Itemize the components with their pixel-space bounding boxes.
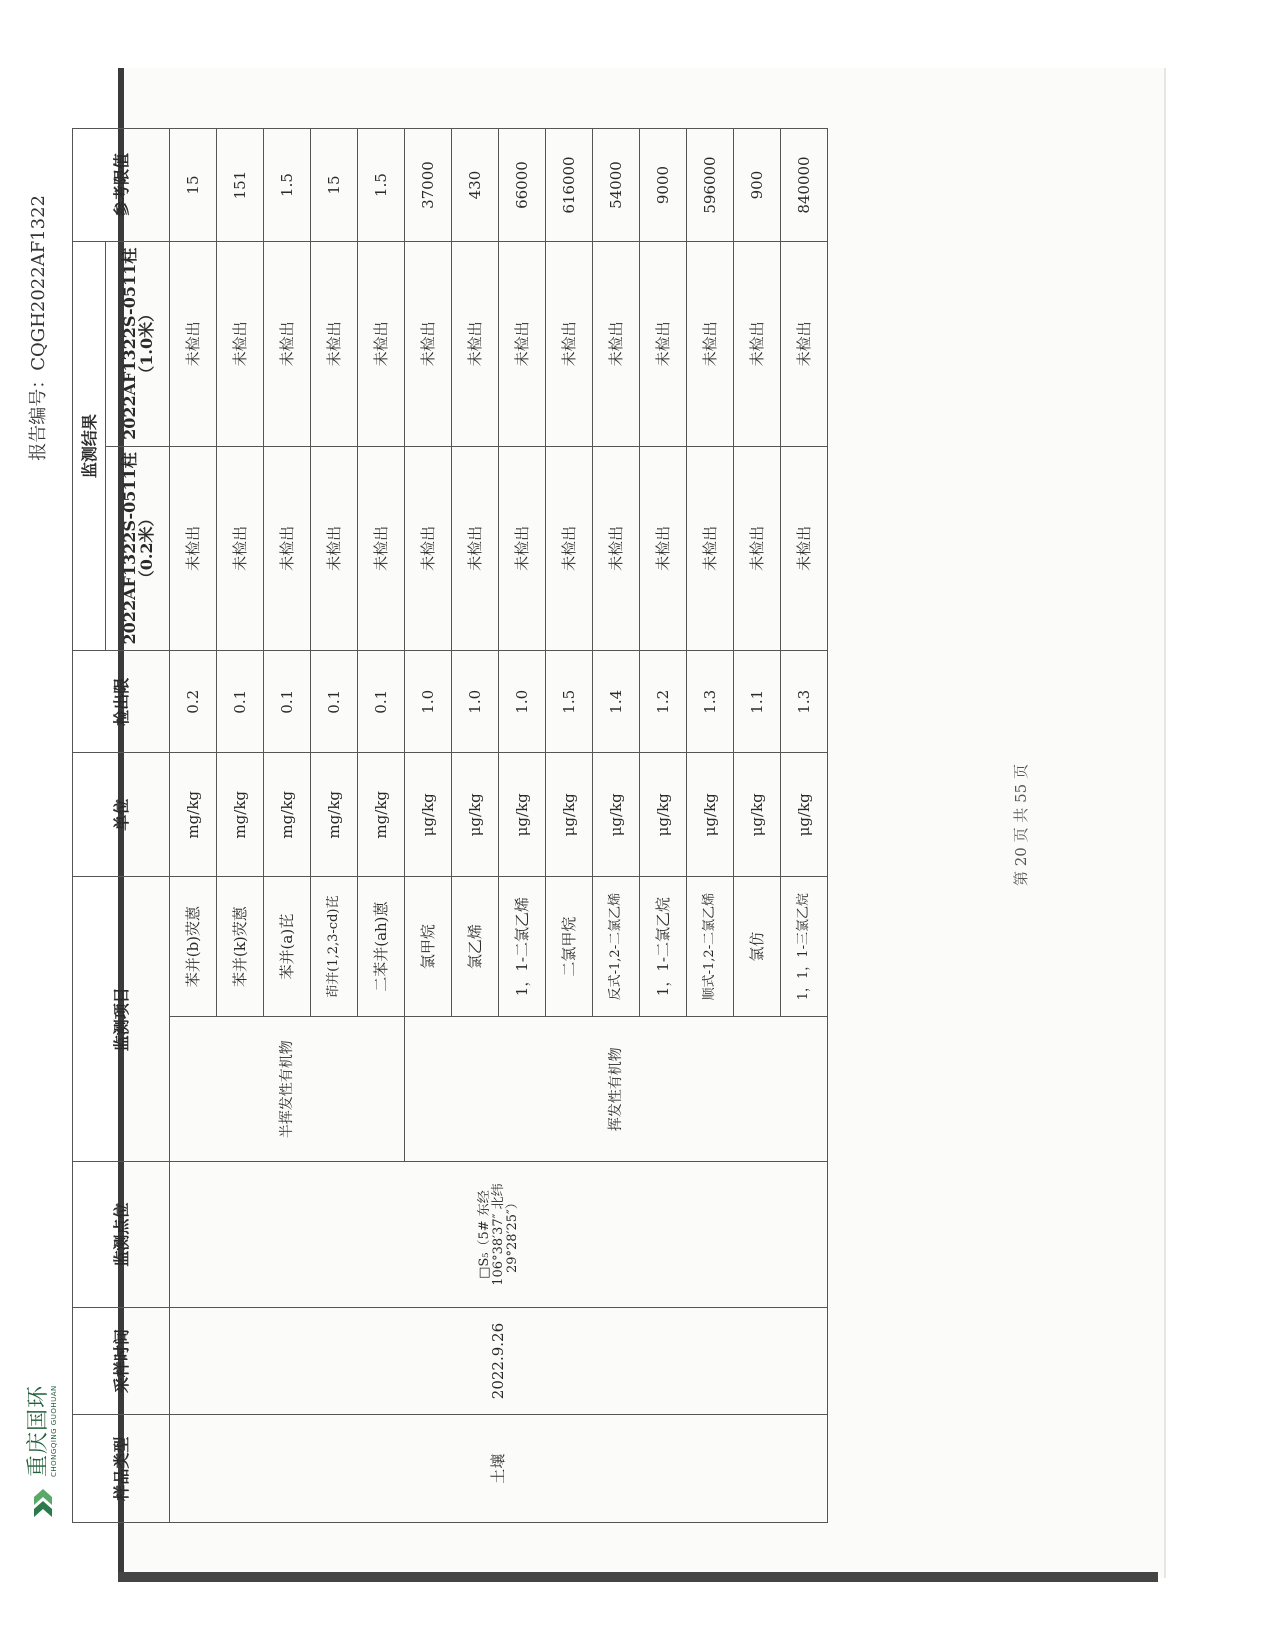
reference-limit-cell: 66000 bbox=[499, 129, 546, 242]
header-sample-type: 样品类型 bbox=[73, 1415, 170, 1523]
unit-cell: μg/kg bbox=[546, 753, 593, 877]
monitoring-point-cell: □S₅（5# 东经 106°38′37″ 北纬 29°28′25″） bbox=[170, 1162, 828, 1307]
report-number: 报告编号：CQGH2022AF1322 bbox=[28, 195, 49, 461]
detection-limit-cell: 1.5 bbox=[546, 651, 593, 753]
monitoring-item-cell: 氯仿 bbox=[734, 877, 781, 1017]
result-cell-2: 未检出 bbox=[687, 242, 734, 447]
detection-limit-cell: 1.3 bbox=[781, 651, 828, 753]
result-cell-2: 未检出 bbox=[217, 242, 264, 447]
unit-cell: μg/kg bbox=[593, 753, 640, 877]
logo-text-cn: 重庆国环 bbox=[26, 1384, 51, 1477]
reference-limit-cell: 15 bbox=[311, 129, 358, 242]
unit-cell: μg/kg bbox=[640, 753, 687, 877]
detection-limit-cell: 1.3 bbox=[687, 651, 734, 753]
unit-cell: mg/kg bbox=[358, 753, 405, 877]
unit-cell: μg/kg bbox=[734, 753, 781, 877]
category-voc-cell: 挥发性有机物 bbox=[405, 1017, 828, 1162]
detection-limit-cell: 0.1 bbox=[358, 651, 405, 753]
unit-cell: μg/kg bbox=[781, 753, 828, 877]
unit-cell: mg/kg bbox=[170, 753, 217, 877]
detection-limit-cell: 0.1 bbox=[217, 651, 264, 753]
rotated-report-page bbox=[0, 75, 1040, 1575]
monitoring-item-cell: 反式-1,2-二氯乙烯 bbox=[593, 877, 640, 1017]
monitoring-results-table bbox=[72, 128, 828, 1523]
detection-limit-cell: 1.4 bbox=[593, 651, 640, 753]
monitoring-item-cell: 苯并(a)芘 bbox=[264, 877, 311, 1017]
result-cell-1: 未检出 bbox=[499, 446, 546, 651]
reference-limit-cell: 9000 bbox=[640, 129, 687, 242]
monitoring-item-cell: 氯甲烷 bbox=[405, 877, 452, 1017]
detection-limit-cell: 0.2 bbox=[170, 651, 217, 753]
result-cell-1: 未检出 bbox=[452, 446, 499, 651]
detection-limit-cell: 1.0 bbox=[499, 651, 546, 753]
reference-limit-cell: 596000 bbox=[687, 129, 734, 242]
monitoring-item-cell: 1，1，1-三氯乙烷 bbox=[781, 877, 828, 1017]
monitoring-item-cell: 1，1-二氯乙烷 bbox=[640, 877, 687, 1017]
result-cell-2: 未检出 bbox=[452, 242, 499, 447]
detection-limit-cell: 1.2 bbox=[640, 651, 687, 753]
result-cell-2: 未检出 bbox=[499, 242, 546, 447]
reference-limit-cell: 1.5 bbox=[264, 129, 311, 242]
header-result-col-2: 2022AF1322S-0511柱（1.0米） bbox=[106, 242, 170, 447]
logo-text-en: CHONGQING GUOHUAN bbox=[50, 1385, 58, 1477]
unit-cell: μg/kg bbox=[687, 753, 734, 877]
reference-limit-cell: 840000 bbox=[781, 129, 828, 242]
result-cell-2: 未检出 bbox=[358, 242, 405, 447]
result-cell-2: 未检出 bbox=[170, 242, 217, 447]
header-unit: 单位 bbox=[73, 753, 170, 877]
result-cell-2: 未检出 bbox=[546, 242, 593, 447]
monitoring-item-cell: 1，1-二氯乙烯 bbox=[499, 877, 546, 1017]
monitoring-item-cell: 茚并(1,2,3-cd)芘 bbox=[311, 877, 358, 1017]
reference-limit-cell: 15 bbox=[170, 129, 217, 242]
detection-limit-cell: 0.1 bbox=[311, 651, 358, 753]
result-cell-2: 未检出 bbox=[781, 242, 828, 447]
header-detection-limit: 检出限 bbox=[73, 651, 170, 753]
reference-limit-cell: 1.5 bbox=[358, 129, 405, 242]
header-result-col-1: 2022AF1322S-0511柱（0.2米） bbox=[106, 446, 170, 651]
detection-limit-cell: 1.0 bbox=[452, 651, 499, 753]
header-sampling-time: 采样时间 bbox=[73, 1307, 170, 1415]
reference-limit-cell: 900 bbox=[734, 129, 781, 242]
result-cell-1: 未检出 bbox=[546, 446, 593, 651]
monitoring-item-cell: 二苯并(ah)蒽 bbox=[358, 877, 405, 1017]
result-cell-1: 未检出 bbox=[358, 446, 405, 651]
reference-limit-cell: 54000 bbox=[593, 129, 640, 242]
detection-limit-cell: 0.1 bbox=[264, 651, 311, 753]
unit-cell: mg/kg bbox=[311, 753, 358, 877]
unit-cell: μg/kg bbox=[452, 753, 499, 877]
result-cell-1: 未检出 bbox=[217, 446, 264, 651]
monitoring-item-cell: 苯并(b)荧蒽 bbox=[170, 877, 217, 1017]
page-number: 第 20 页 共 55 页 bbox=[1012, 764, 1030, 887]
sampling-time-cell: 2022.9.26 bbox=[170, 1307, 828, 1415]
result-cell-2: 未检出 bbox=[405, 242, 452, 447]
monitoring-item-cell: 二氯甲烷 bbox=[546, 877, 593, 1017]
reference-limit-cell: 37000 bbox=[405, 129, 452, 242]
monitoring-item-cell: 苯并(k)荧蒽 bbox=[217, 877, 264, 1017]
detection-limit-cell: 1.1 bbox=[734, 651, 781, 753]
header-results: 监测结果 bbox=[73, 242, 106, 651]
header-reference-limit: 参考限值 bbox=[73, 129, 170, 242]
unit-cell: μg/kg bbox=[499, 753, 546, 877]
header-monitoring-point: 监测点位 bbox=[73, 1162, 170, 1307]
result-cell-1: 未检出 bbox=[593, 446, 640, 651]
result-cell-1: 未检出 bbox=[687, 446, 734, 651]
result-cell-1: 未检出 bbox=[734, 446, 781, 651]
sample-type-cell: 土壤 bbox=[170, 1415, 828, 1523]
result-cell-1: 未检出 bbox=[311, 446, 358, 651]
result-cell-2: 未检出 bbox=[264, 242, 311, 447]
unit-cell: mg/kg bbox=[217, 753, 264, 877]
result-cell-2: 未检出 bbox=[734, 242, 781, 447]
reference-limit-cell: 151 bbox=[217, 129, 264, 242]
result-cell-1: 未检出 bbox=[264, 446, 311, 651]
reference-limit-cell: 616000 bbox=[546, 129, 593, 242]
result-cell-1: 未检出 bbox=[640, 446, 687, 651]
result-cell-1: 未检出 bbox=[405, 446, 452, 651]
result-cell-2: 未检出 bbox=[311, 242, 358, 447]
category-svoc-cell: 半挥发性有机物 bbox=[170, 1017, 405, 1162]
monitoring-item-cell: 顺式-1,2-二氯乙烯 bbox=[687, 877, 734, 1017]
header-monitoring-item: 监测项目 bbox=[73, 877, 170, 1162]
logo-mark-icon bbox=[30, 1483, 56, 1519]
unit-cell: mg/kg bbox=[264, 753, 311, 877]
unit-cell: μg/kg bbox=[405, 753, 452, 877]
company-logo bbox=[28, 1385, 58, 1519]
table-row bbox=[170, 129, 217, 1523]
detection-limit-cell: 1.0 bbox=[405, 651, 452, 753]
result-cell-2: 未检出 bbox=[593, 242, 640, 447]
monitoring-item-cell: 氯乙烯 bbox=[452, 877, 499, 1017]
result-cell-2: 未检出 bbox=[640, 242, 687, 447]
result-cell-1: 未检出 bbox=[170, 446, 217, 651]
result-cell-1: 未检出 bbox=[781, 446, 828, 651]
reference-limit-cell: 430 bbox=[452, 129, 499, 242]
